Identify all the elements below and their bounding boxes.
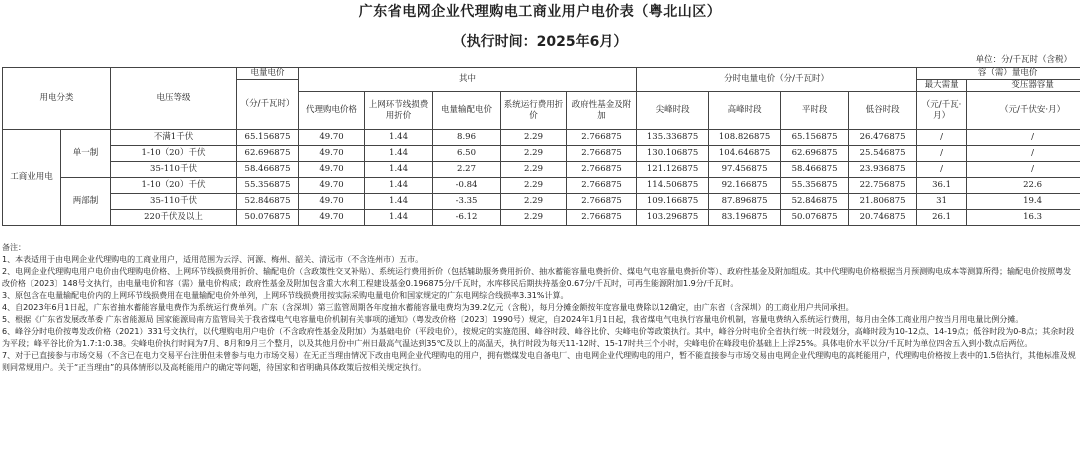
- peak-cell: 87.896875: [709, 194, 781, 210]
- table-row: [3, 194, 1080, 210]
- transmission-cell: -0.84: [433, 178, 501, 194]
- header-max-demand: 最大需量: [917, 80, 967, 92]
- peak-cell: 104.646875: [709, 146, 781, 162]
- agency-price-cell: 49.70: [299, 194, 365, 210]
- grid-loss-cell: 1.44: [365, 130, 433, 146]
- notes-heading: 备注：: [2, 243, 26, 252]
- table-row: [3, 130, 1080, 146]
- voltage-cell: 1-10（20）千伏: [111, 146, 237, 162]
- grid-loss-cell: 1.44: [365, 178, 433, 194]
- peak-top-cell: 114.506875: [637, 178, 709, 194]
- single-system-cell: 单一制: [61, 130, 111, 178]
- gov-fund-cell: 2.766875: [567, 194, 637, 210]
- flat-cell: 52.846875: [781, 194, 849, 210]
- agency-price-cell: 49.70: [299, 146, 365, 162]
- energy-price-cell: 58.466875: [237, 162, 299, 178]
- flat-cell: 65.156875: [781, 130, 849, 146]
- voltage-cell: 不满1千伏: [111, 130, 237, 146]
- valley-cell: 23.936875: [849, 162, 917, 178]
- transformer-cell: /: [967, 162, 1080, 178]
- transformer-cell: /: [967, 146, 1080, 162]
- two-part-cell: 两部制: [61, 178, 111, 226]
- header-agency-price: 代理购电价格: [299, 92, 365, 130]
- note-item: 7、对于已直接参与市场交易（不含已在电力交易平台注册但未曾参与电力市场交易）在无正当理由情况下改由电网企业代理购电的用户，拥有燃煤发电自备电厂、由电网企业代理购电的用户，暂不能直接参与市场交易由电网企业代理购电的高耗能用户，代理购电价格按上表中的1.5倍执行，其他标准及规则同常规用户。关于“正当理由”的具体情形以及高耗能用户的确定等问题，待国家和省明确具体政策后按相关规定执行。: [2, 351, 1076, 372]
- valley-cell: 20.746875: [849, 210, 917, 226]
- flat-cell: 58.466875: [781, 162, 849, 178]
- energy-price-cell: 55.356875: [237, 178, 299, 194]
- valley-cell: 21.806875: [849, 194, 917, 210]
- valley-cell: 22.756875: [849, 178, 917, 194]
- header-grid-loss: 上网环节线损费用折价: [365, 92, 433, 130]
- system-cost-cell: 2.29: [501, 130, 567, 146]
- peak-cell: 92.166875: [709, 178, 781, 194]
- transmission-cell: 6.50: [433, 146, 501, 162]
- max-demand-cell: /: [917, 130, 967, 146]
- energy-price-cell: 62.696875: [237, 146, 299, 162]
- page-title: 广东省电网企业代理购电工商业用户电价表（粤北山区）: [358, 4, 722, 20]
- header-transformer-unit: （元/千伏安·月）: [967, 92, 1080, 130]
- system-cost-cell: 2.29: [501, 194, 567, 210]
- header-of-which: 其中: [299, 68, 637, 92]
- transmission-cell: 2.27: [433, 162, 501, 178]
- voltage-cell: 35-110千伏: [111, 194, 237, 210]
- system-cost-cell: 2.29: [501, 178, 567, 194]
- grid-loss-cell: 1.44: [365, 210, 433, 226]
- table-row: [3, 146, 1080, 162]
- agency-price-cell: 49.70: [299, 130, 365, 146]
- gov-fund-cell: 2.766875: [567, 146, 637, 162]
- unit-label: 单位：分/千瓦时（含税）: [975, 55, 1072, 65]
- price-table: [2, 67, 1080, 226]
- table-row: [3, 178, 1080, 194]
- voltage-cell: 220千伏及以上: [111, 210, 237, 226]
- flat-cell: 55.356875: [781, 178, 849, 194]
- gov-fund-cell: 2.766875: [567, 162, 637, 178]
- system-cost-cell: 2.29: [501, 210, 567, 226]
- note-item: 6、峰谷分时电价按粤发改价格（2021）331号文执行，以代理购电用户电价（不含政府性基金及附加）为基础电价（平段电价），按规定的实施范围、峰谷时段、峰谷比价、尖峰电价等政策执行。其中，峰谷分时电价全省执行统一时段划分，高峰时段为10-12点、14-19点；低谷时段为0-8点；其余时段为平段；峰平谷比价为1.7:1:0.38。尖峰电价执行时间为7月、8月和9月三个整月，以及其他月份中广州日最高气温达到35℃及以上的高温天，执行时段为每天11-12时、15-17时共三个小时，尖峰电价在峰段电价基础上上浮25%。具体电价水平以分/千瓦时为单位四舍五入到小数点后两位。: [2, 327, 1075, 348]
- max-demand-cell: /: [917, 146, 967, 162]
- max-demand-cell: 36.1: [917, 178, 967, 194]
- peak-cell: 97.456875: [709, 162, 781, 178]
- header-category: 用电分类: [3, 68, 111, 130]
- transmission-cell: -6.12: [433, 210, 501, 226]
- header-peak: 高峰时段: [709, 92, 781, 130]
- transmission-cell: -3.35: [433, 194, 501, 210]
- peak-top-cell: 135.336875: [637, 130, 709, 146]
- max-demand-cell: 26.1: [917, 210, 967, 226]
- header-energy-price-unit: （分/千瓦时）: [237, 80, 299, 130]
- voltage-cell: 35-110千伏: [111, 162, 237, 178]
- system-cost-cell: 2.29: [501, 146, 567, 162]
- grid-loss-cell: 1.44: [365, 146, 433, 162]
- peak-cell: 108.826875: [709, 130, 781, 146]
- header-system-cost: 系统运行费用折价: [501, 92, 567, 130]
- gov-fund-cell: 2.766875: [567, 210, 637, 226]
- peak-top-cell: 130.106875: [637, 146, 709, 162]
- header-tou-group: 分时电量电价（分/千瓦时）: [637, 68, 917, 92]
- grid-loss-cell: 1.44: [365, 162, 433, 178]
- peak-top-cell: 109.166875: [637, 194, 709, 210]
- header-energy-price: 电量电价: [237, 68, 299, 80]
- flat-cell: 62.696875: [781, 146, 849, 162]
- transformer-cell: /: [967, 130, 1080, 146]
- table-row: [3, 210, 1080, 226]
- execution-time: （执行时间：2025年6月）: [452, 34, 628, 50]
- header-gov-fund: 政府性基金及附加: [567, 92, 637, 130]
- peak-top-cell: 103.296875: [637, 210, 709, 226]
- peak-cell: 83.196875: [709, 210, 781, 226]
- valley-cell: 25.546875: [849, 146, 917, 162]
- peak-top-cell: 121.126875: [637, 162, 709, 178]
- energy-price-cell: 50.076875: [237, 210, 299, 226]
- header-capacity-group: 容（需）量电价: [917, 68, 1080, 80]
- transformer-cell: 22.6: [967, 178, 1080, 194]
- gov-fund-cell: 2.766875: [567, 178, 637, 194]
- note-item: 2、电网企业代理购电用户电价由代理购电价格、上网环节线损费用折价、输配电价（含政策性交叉补贴）、系统运行费用折价（包括辅助服务费用折价、抽水蓄能容量电费折价、煤电气电容量电费折价等）、政府性基金及附加组成。其中代理购电价格根据当月预测购电成本等测算所得；输配电价按照粤发改价格〔2023〕148号文执行，由电量电价和容（需）量电价构成；政府性基金及附加包含重大水利工程建设基金0.196875分/千瓦时，水库移民后期扶持基金0.67分/千瓦时，可再生能源附加1.9分/千瓦时。: [2, 267, 1072, 288]
- gov-fund-cell: 2.766875: [567, 130, 637, 146]
- header-valley: 低谷时段: [849, 92, 917, 130]
- header-peak-top: 尖峰时段: [637, 92, 709, 130]
- header-max-demand-unit: （元/千瓦·月）: [917, 92, 967, 130]
- max-demand-cell: /: [917, 162, 967, 178]
- system-cost-cell: 2.29: [501, 162, 567, 178]
- energy-price-cell: 65.156875: [237, 130, 299, 146]
- voltage-cell: 1-10（20）千伏: [111, 178, 237, 194]
- header-transmission: 电量输配电价: [433, 92, 501, 130]
- note-item: 1、本表适用于由电网企业代理购电的工商业用户，适用范围为云浮、河源、梅州、韶关、清远市（不含连州市）五市。: [2, 255, 424, 264]
- header-transformer: 变压器容量: [967, 80, 1080, 92]
- table-row: [3, 162, 1080, 178]
- note-item: 4、自2023年6月1日起，广东省抽水蓄能容量电费作为系统运行费单列。广东（含深圳）第三监管周期各年度抽水蓄能容量电费均为39.2亿元（含税），每月分摊金额按年度容量电费除以12确定，由广东省（含深圳）的工商业用户共同承担。: [2, 303, 854, 312]
- note-item: 3、原包含在电量输配电价内的上网环节线损费用在电量输配电价外单列，上网环节线损费用按实际采购电量电价和国家规定的广东电网综合线损率3.31%计算。: [2, 291, 569, 300]
- valley-cell: 26.476875: [849, 130, 917, 146]
- agency-price-cell: 49.70: [299, 178, 365, 194]
- header-flat: 平时段: [781, 92, 849, 130]
- category-cell: 工商业用电: [3, 130, 61, 226]
- note-item: 5、根据《广东省发展改革委 广东省能源局 国家能源局南方监管局关于我省煤电气电容量电价机制有关事项的通知》（粤发改价格〔2023〕1990号）规定，自2024年1月1日起，我省煤电气电执行容量电价机制，容量电费纳入系统运行费用，每月由全体工商业用户按当月用电量比例分摊。: [2, 315, 1024, 324]
- agency-price-cell: 49.70: [299, 210, 365, 226]
- header-voltage: 电压等级: [111, 68, 237, 130]
- grid-loss-cell: 1.44: [365, 194, 433, 210]
- transmission-cell: 8.96: [433, 130, 501, 146]
- notes-section: [2, 242, 1076, 374]
- transformer-cell: 16.3: [967, 210, 1080, 226]
- agency-price-cell: 49.70: [299, 162, 365, 178]
- flat-cell: 50.076875: [781, 210, 849, 226]
- transformer-cell: 19.4: [967, 194, 1080, 210]
- energy-price-cell: 52.846875: [237, 194, 299, 210]
- max-demand-cell: 31: [917, 194, 967, 210]
